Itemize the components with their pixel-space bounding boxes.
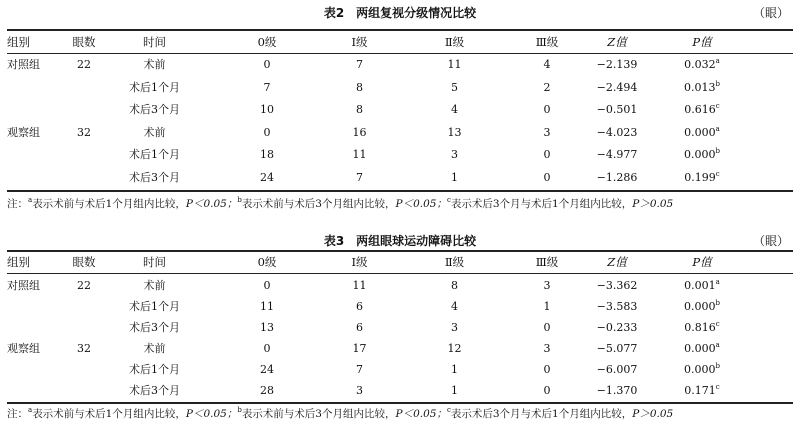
cell-grade-3: 0 <box>543 363 551 376</box>
cell-z-value: −3.583 <box>596 300 638 313</box>
cell-group: 观察组 <box>7 342 40 355</box>
header-eye-count: 眼数 <box>72 35 96 49</box>
p-value-footnote-mark: a <box>715 278 720 286</box>
cell-z-value: −6.007 <box>596 363 638 376</box>
cell-time: 术前 <box>143 279 166 292</box>
cell-z-value: −3.362 <box>596 279 638 292</box>
cell-grade-1: 7 <box>356 170 363 184</box>
cell-p-value <box>647 77 757 99</box>
cell-group <box>7 167 59 189</box>
cell-eye-count <box>59 317 109 339</box>
table-row <box>7 359 793 381</box>
table-3-unit: （眼） <box>752 234 789 248</box>
cell-group <box>7 296 59 318</box>
cell-grade-2: 1 <box>451 384 458 397</box>
cell-grade-3: 3 <box>543 342 551 355</box>
cell-time: 术后1个月 <box>129 148 180 161</box>
table-row <box>7 122 793 144</box>
cell-grade-0: 13 <box>260 321 274 334</box>
cell-grade-0: 24 <box>260 363 274 376</box>
p-value-footnote-mark: b <box>715 362 720 370</box>
p-value-text: 0.032 <box>684 58 716 71</box>
table-2-note: 注：$^a$表示术前与术后1个月组内比较，P＜0.05；$^b$表示术前与术后3个月组内比较，P＜0.05；$^c$表示术后3个月与术后1个月组内比较，P＞0.05 <box>7 196 674 210</box>
table-3-header-row <box>7 251 793 273</box>
cell-group <box>7 144 59 166</box>
p-value-text: 0.000 <box>684 300 716 313</box>
header-eye-count: 眼数 <box>72 255 96 269</box>
p-value-text: 0.000 <box>684 148 716 161</box>
table-row <box>7 296 793 318</box>
cell-p-value <box>647 275 757 297</box>
cell-grade-3: 0 <box>543 170 551 184</box>
p-value-footnote-mark: a <box>715 57 720 65</box>
header-grade-0: 0级 <box>257 35 277 49</box>
p-value-footnote-mark: a <box>715 341 720 349</box>
table-3-note: 注：$^a$表示术前与术后1个月组内比较，P＜0.05；$^b$表示术前与术后3个月组内比较，P＜0.05；$^c$表示术后3个月与术后1个月组内比较，P＞0.05 <box>7 406 674 420</box>
cell-p-value <box>647 359 757 381</box>
cell-p-value <box>647 317 757 339</box>
p-value-footnote-mark: c <box>715 383 720 391</box>
cell-z-value: −0.233 <box>596 321 638 334</box>
cell-group <box>7 317 59 339</box>
cell-grade-2: 3 <box>451 321 458 334</box>
p-value-text: 0.000 <box>684 125 716 139</box>
cell-eye-count <box>59 167 109 189</box>
p-value-text: 0.199 <box>684 170 716 184</box>
cell-grade-2: 3 <box>451 148 458 161</box>
cell-z-value: −4.977 <box>596 148 638 161</box>
cell-grade-1: 6 <box>356 300 363 313</box>
cell-grade-3: 0 <box>543 148 551 161</box>
cell-grade-1: 8 <box>356 80 363 94</box>
cell-grade-1: 7 <box>356 363 363 376</box>
cell-p-value <box>647 167 757 189</box>
header-p-value: P值 <box>692 35 712 49</box>
header-grade-3: Ⅲ级 <box>535 35 559 49</box>
cell-group <box>7 359 59 381</box>
cell-z-value: −0.501 <box>596 103 638 116</box>
cell-grade-2: 4 <box>451 103 458 116</box>
cell-grade-0: 7 <box>263 80 271 94</box>
table-row <box>7 144 793 166</box>
p-value-footnote-mark: b <box>715 147 720 155</box>
table-2-title: 表2 两组复视分级情况比较 <box>323 6 477 20</box>
header-z-value: Z值 <box>607 255 627 269</box>
cell-time: 术前 <box>143 125 166 139</box>
p-value-footnote-mark: c <box>715 169 720 178</box>
cell-grade-0: 24 <box>260 170 274 184</box>
header-time: 时间 <box>143 35 166 49</box>
p-value-text: 0.616 <box>684 103 716 116</box>
header-group: 组别 <box>7 255 30 269</box>
cell-grade-1: 16 <box>352 125 367 139</box>
cell-grade-3: 4 <box>543 58 551 71</box>
cell-p-value <box>647 338 757 360</box>
cell-grade-2: 12 <box>447 342 462 355</box>
cell-grade-0: 0 <box>263 279 271 292</box>
header-group: 组别 <box>7 35 30 49</box>
cell-time: 术前 <box>143 342 166 355</box>
p-value-footnote-mark: b <box>715 299 720 307</box>
cell-p-value <box>647 144 757 166</box>
cell-grade-3: 3 <box>543 125 551 139</box>
cell-time: 术后3个月 <box>129 321 180 334</box>
cell-time: 术后1个月 <box>129 80 180 94</box>
cell-grade-3: 1 <box>543 300 551 313</box>
header-grade-3: Ⅲ级 <box>535 255 559 269</box>
cell-p-value <box>647 54 757 76</box>
cell-time: 术后1个月 <box>129 363 180 376</box>
p-value-footnote-mark: c <box>715 320 720 328</box>
cell-grade-1: 3 <box>356 384 363 397</box>
cell-grade-1: 11 <box>352 279 367 292</box>
table-3-caption <box>7 232 793 250</box>
cell-eye-count <box>59 144 109 166</box>
cell-grade-1: 11 <box>352 148 367 161</box>
header-grade-1: Ⅰ级 <box>351 35 368 49</box>
header-p-value: P值 <box>692 255 712 269</box>
cell-grade-3: 3 <box>543 279 551 292</box>
cell-z-value: −1.370 <box>596 384 638 397</box>
cell-z-value: −2.139 <box>596 58 638 71</box>
table-row <box>7 77 793 99</box>
cell-p-value <box>647 122 757 144</box>
cell-grade-3: 0 <box>543 321 551 334</box>
cell-z-value: −2.494 <box>596 80 638 94</box>
p-value-footnote-mark: c <box>715 102 720 110</box>
cell-eye-count <box>59 380 109 402</box>
cell-grade-2: 5 <box>451 80 458 94</box>
cell-grade-0: 0 <box>263 58 271 71</box>
cell-group: 对照组 <box>7 279 40 292</box>
cell-grade-0: 0 <box>263 125 271 139</box>
table-2-bottom-rule <box>7 190 793 192</box>
cell-eye-count: 32 <box>77 125 91 139</box>
cell-time: 术后1个月 <box>129 300 180 313</box>
cell-eye-count: 22 <box>77 279 91 292</box>
cell-grade-0: 0 <box>263 342 271 355</box>
table-row <box>7 275 793 297</box>
table-row <box>7 54 793 76</box>
table-3-header-rule <box>7 273 793 274</box>
cell-eye-count <box>59 99 109 121</box>
header-time: 时间 <box>143 255 166 269</box>
cell-grade-2: 11 <box>447 58 462 71</box>
p-value-text: 0.001 <box>684 279 716 292</box>
p-value-text: 0.171 <box>684 384 716 397</box>
header-z-value: Z值 <box>607 35 627 49</box>
cell-eye-count <box>59 359 109 381</box>
table-2-header-row <box>7 31 793 53</box>
cell-time: 术后3个月 <box>129 384 180 397</box>
table-2-unit: （眼） <box>752 6 789 20</box>
p-value-text: 0.000 <box>684 342 716 355</box>
cell-group: 对照组 <box>7 58 40 71</box>
cell-group <box>7 77 59 99</box>
cell-time: 术后3个月 <box>129 170 180 184</box>
cell-z-value: −1.286 <box>596 170 638 184</box>
cell-eye-count: 22 <box>77 58 91 71</box>
cell-grade-2: 13 <box>447 125 462 139</box>
p-value-footnote-mark: a <box>715 124 720 133</box>
cell-p-value <box>647 99 757 121</box>
cell-p-value <box>647 296 757 318</box>
table-row <box>7 99 793 121</box>
cell-grade-0: 28 <box>260 384 274 397</box>
cell-grade-0: 10 <box>260 103 274 116</box>
table-3-bottom-rule <box>7 402 793 404</box>
cell-grade-1: 17 <box>352 342 367 355</box>
header-grade-1: Ⅰ级 <box>351 255 368 269</box>
cell-time: 术前 <box>143 58 166 71</box>
table-row <box>7 338 793 360</box>
header-grade-2: Ⅱ级 <box>444 35 465 49</box>
cell-grade-1: 6 <box>356 321 363 334</box>
cell-grade-2: 8 <box>451 279 458 292</box>
cell-grade-2: 1 <box>451 170 458 184</box>
cell-grade-3: 0 <box>543 384 551 397</box>
table-2-caption <box>7 4 793 22</box>
cell-grade-2: 4 <box>451 300 458 313</box>
cell-grade-3: 2 <box>543 80 551 94</box>
table-3-title: 表3 两组眼球运动障碍比较 <box>323 234 477 248</box>
cell-grade-0: 11 <box>260 300 274 313</box>
p-value-footnote-mark: b <box>715 79 720 88</box>
cell-eye-count <box>59 296 109 318</box>
header-grade-0: 0级 <box>257 255 277 269</box>
table-row <box>7 317 793 339</box>
cell-z-value: −4.023 <box>596 125 638 139</box>
cell-p-value <box>647 380 757 402</box>
table-row <box>7 380 793 402</box>
cell-grade-1: 7 <box>356 58 363 71</box>
cell-grade-3: 0 <box>543 103 551 116</box>
p-value-text: 0.013 <box>684 80 716 94</box>
cell-time: 术后3个月 <box>129 103 180 116</box>
cell-group <box>7 380 59 402</box>
cell-z-value: −5.077 <box>596 342 638 355</box>
cell-group <box>7 99 59 121</box>
p-value-text: 0.000 <box>684 363 716 376</box>
cell-eye-count: 32 <box>77 342 91 355</box>
header-grade-2: Ⅱ级 <box>444 255 465 269</box>
cell-group: 观察组 <box>7 125 40 139</box>
cell-grade-2: 1 <box>451 363 458 376</box>
cell-grade-1: 8 <box>356 103 363 116</box>
cell-eye-count <box>59 77 109 99</box>
cell-grade-0: 18 <box>260 148 274 161</box>
table-row <box>7 167 793 189</box>
p-value-text: 0.816 <box>684 321 716 334</box>
